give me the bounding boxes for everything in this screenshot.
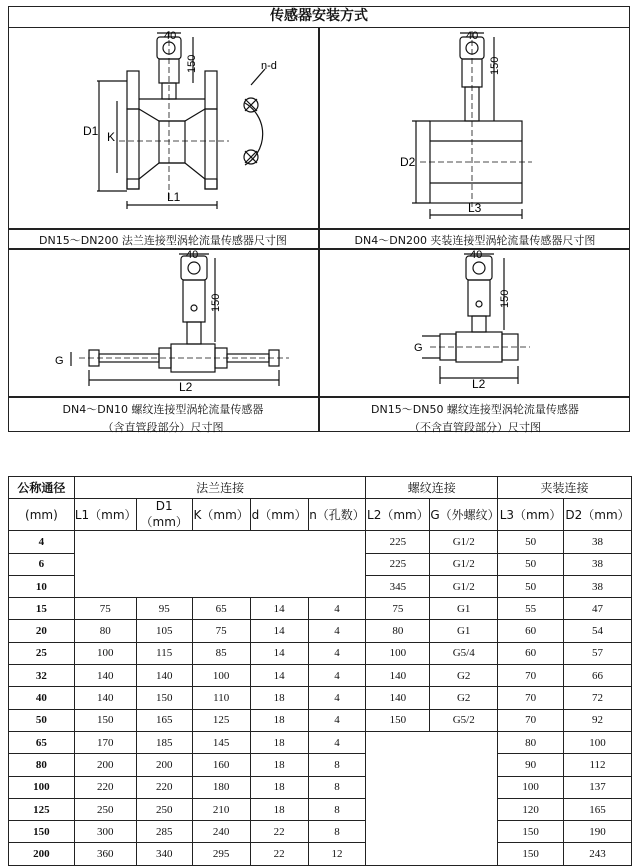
cell-dn: 10 bbox=[9, 575, 75, 597]
caption-thread-nopipe-1: DN15～DN50 螺纹连接型涡轮流量传感器 bbox=[371, 403, 579, 416]
cell-flange: 14 bbox=[250, 642, 308, 664]
cell-flange: 170 bbox=[74, 731, 136, 753]
cell-dn: 100 bbox=[9, 776, 75, 798]
caption-line-bottom bbox=[8, 396, 630, 398]
caption-thread-nopipe-2: （不含直管段部分）尺寸图 bbox=[409, 421, 541, 434]
cell-thread-G: G5/2 bbox=[430, 709, 498, 731]
cell-clamp-L3: 150 bbox=[498, 821, 564, 843]
table-row bbox=[9, 776, 632, 798]
cell-flange: 85 bbox=[192, 642, 250, 664]
cell-flange: 125 bbox=[192, 709, 250, 731]
cell-thread-G: G1 bbox=[430, 620, 498, 642]
cell-thread-G: G1/2 bbox=[430, 575, 498, 597]
dim-150-clamp: 150 bbox=[489, 56, 501, 75]
dim-40-thread2: 40 bbox=[470, 250, 483, 261]
cell-flange: 14 bbox=[250, 620, 308, 642]
dim-40-thread: 40 bbox=[186, 250, 199, 261]
dim-K: K bbox=[107, 130, 116, 144]
cell-clamp-L3: 55 bbox=[498, 598, 564, 620]
cell-clamp-D2: 38 bbox=[564, 553, 632, 575]
cell-thread-L2: 345 bbox=[366, 575, 430, 597]
cell-flange: 75 bbox=[74, 598, 136, 620]
cell-thread-L2: 100 bbox=[366, 642, 430, 664]
table-row bbox=[9, 731, 632, 753]
cell-flange: 80 bbox=[74, 620, 136, 642]
cell-flange: 18 bbox=[250, 709, 308, 731]
cell-clamp-D2: 137 bbox=[564, 776, 632, 798]
cell-dn: 150 bbox=[9, 821, 75, 843]
table-row bbox=[9, 598, 632, 620]
cell-thread-L2: 225 bbox=[366, 553, 430, 575]
cell-clamp-D2: 38 bbox=[564, 531, 632, 553]
cell-clamp-L3: 50 bbox=[498, 575, 564, 597]
cell-flange: 115 bbox=[136, 642, 192, 664]
cell-clamp-D2: 112 bbox=[564, 754, 632, 776]
caption-clamp: DN4～DN200 夹装连接型涡轮流量传感器尺寸图 bbox=[354, 234, 596, 247]
cell-clamp-L3: 80 bbox=[498, 731, 564, 753]
cell-flange: 22 bbox=[250, 821, 308, 843]
cell-dn: 80 bbox=[9, 754, 75, 776]
col-n: n（孔数） bbox=[308, 499, 366, 531]
cell-dn: 65 bbox=[9, 731, 75, 753]
cell-flange: 4 bbox=[308, 687, 366, 709]
clamp-sensor-drawing bbox=[320, 29, 628, 227]
cell-thread-G: G5/4 bbox=[430, 642, 498, 664]
cell-flange: 200 bbox=[136, 754, 192, 776]
caption-flange: DN15～DN200 法兰连接型涡轮流量传感器尺寸图 bbox=[39, 234, 287, 247]
header-clamp: 夹装连接 bbox=[498, 477, 632, 499]
cell-flange: 95 bbox=[136, 598, 192, 620]
cell-clamp-D2: 100 bbox=[564, 731, 632, 753]
cell-flange: 295 bbox=[192, 843, 250, 865]
cell-dn: 15 bbox=[9, 598, 75, 620]
cell-dn: 125 bbox=[9, 798, 75, 820]
cell-flange: 220 bbox=[74, 776, 136, 798]
table-row bbox=[9, 687, 632, 709]
cell-flange: 300 bbox=[74, 821, 136, 843]
cell-flange: 8 bbox=[308, 798, 366, 820]
cell-clamp-L3: 70 bbox=[498, 687, 564, 709]
cell-dn: 25 bbox=[9, 642, 75, 664]
cell-flange: 14 bbox=[250, 598, 308, 620]
cell-thread-G: G1/2 bbox=[430, 531, 498, 553]
cell-flange: 140 bbox=[74, 687, 136, 709]
table-row bbox=[9, 798, 632, 820]
header-thread: 螺纹连接 bbox=[366, 477, 498, 499]
cell-dn: 32 bbox=[9, 665, 75, 687]
dim-L2-2: L2 bbox=[472, 377, 486, 391]
cell-dn: 6 bbox=[9, 553, 75, 575]
col-K: K（mm） bbox=[192, 499, 250, 531]
cell-clamp-L3: 70 bbox=[498, 665, 564, 687]
dim-150-thread: 150 bbox=[210, 293, 222, 312]
thread-no-pipe-drawing bbox=[320, 250, 628, 395]
cell-clamp-D2: 38 bbox=[564, 575, 632, 597]
dim-40: 40 bbox=[164, 30, 177, 42]
cell-clamp-D2: 92 bbox=[564, 709, 632, 731]
dim-L2: L2 bbox=[179, 380, 193, 394]
cell-clamp-D2: 243 bbox=[564, 843, 632, 865]
table-row bbox=[9, 642, 632, 664]
cell-flange: 250 bbox=[74, 798, 136, 820]
table-row bbox=[9, 709, 632, 731]
thread-with-pipe-drawing bbox=[9, 250, 317, 395]
cell-dn: 20 bbox=[9, 620, 75, 642]
cell-clamp-L3: 150 bbox=[498, 843, 564, 865]
cell-flange: 145 bbox=[192, 731, 250, 753]
cell-flange: 4 bbox=[308, 731, 366, 753]
cell-clamp-L3: 90 bbox=[498, 754, 564, 776]
cell-flange: 140 bbox=[136, 665, 192, 687]
col-D1: D1（mm） bbox=[136, 499, 192, 531]
header-nominal-unit: (mm) bbox=[9, 499, 75, 531]
table-row bbox=[9, 665, 632, 687]
cell-flange: 360 bbox=[74, 843, 136, 865]
dim-D2: D2 bbox=[400, 155, 416, 169]
cell-flange: 160 bbox=[192, 754, 250, 776]
dim-D1: D1 bbox=[83, 124, 99, 138]
cell-flange: 14 bbox=[250, 665, 308, 687]
cell-flange: 340 bbox=[136, 843, 192, 865]
col-D2: D2（mm） bbox=[564, 499, 632, 531]
dim-nd: n-d bbox=[261, 60, 277, 72]
section-title: 传感器安装方式 bbox=[8, 6, 630, 28]
cell-flange: 240 bbox=[192, 821, 250, 843]
cell-clamp-L3: 100 bbox=[498, 776, 564, 798]
cell-thread-G: G1 bbox=[430, 598, 498, 620]
table-row bbox=[9, 620, 632, 642]
cell-thread-L2: 150 bbox=[366, 709, 430, 731]
cell-flange: 140 bbox=[74, 665, 136, 687]
cell-flange: 4 bbox=[308, 665, 366, 687]
col-L2: L2（mm） bbox=[366, 499, 430, 531]
cell-flange: 8 bbox=[308, 821, 366, 843]
cell-thread-G: G2 bbox=[430, 687, 498, 709]
cell-dn: 200 bbox=[9, 843, 75, 865]
cell-flange: 150 bbox=[74, 709, 136, 731]
cell-flange: 100 bbox=[74, 642, 136, 664]
dim-150: 150 bbox=[186, 54, 198, 73]
header-nominal: 公称通径 bbox=[9, 477, 75, 499]
cell-clamp-L3: 70 bbox=[498, 709, 564, 731]
cell-flange: 4 bbox=[308, 709, 366, 731]
cell-flange: 75 bbox=[192, 620, 250, 642]
col-G: G（外螺纹） bbox=[430, 499, 498, 531]
cell-thread-L2: 225 bbox=[366, 531, 430, 553]
cell-flange: 4 bbox=[308, 598, 366, 620]
col-L3: L3（mm） bbox=[498, 499, 564, 531]
cell-flange: 150 bbox=[136, 687, 192, 709]
cell-flange: 18 bbox=[250, 731, 308, 753]
cell-flange: 100 bbox=[192, 665, 250, 687]
cell-flange: 220 bbox=[136, 776, 192, 798]
cell-dn: 4 bbox=[9, 531, 75, 553]
cell-dn: 40 bbox=[9, 687, 75, 709]
cell-flange: 65 bbox=[192, 598, 250, 620]
cell-clamp-L3: 60 bbox=[498, 620, 564, 642]
cell-flange: 8 bbox=[308, 754, 366, 776]
cell-flange: 8 bbox=[308, 776, 366, 798]
cell-flange: 185 bbox=[136, 731, 192, 753]
dim-150-thread2: 150 bbox=[499, 289, 511, 308]
cell-flange: 165 bbox=[136, 709, 192, 731]
cell-clamp-D2: 72 bbox=[564, 687, 632, 709]
cell-thread-L2: 140 bbox=[366, 665, 430, 687]
cell-flange: 250 bbox=[136, 798, 192, 820]
cell-flange: 12 bbox=[308, 843, 366, 865]
cell-thread-G: G1/2 bbox=[430, 553, 498, 575]
cell-flange: 180 bbox=[192, 776, 250, 798]
cell-thread-L2: 75 bbox=[366, 598, 430, 620]
flange-sensor-drawing bbox=[9, 29, 317, 227]
table-row bbox=[9, 843, 632, 865]
dim-L1: L1 bbox=[167, 190, 181, 204]
cell-flange: 285 bbox=[136, 821, 192, 843]
cell-clamp-D2: 47 bbox=[564, 598, 632, 620]
cell-clamp-D2: 54 bbox=[564, 620, 632, 642]
spec-table bbox=[8, 476, 632, 866]
cell-flange-empty bbox=[74, 531, 366, 598]
cell-flange: 4 bbox=[308, 642, 366, 664]
cell-flange: 18 bbox=[250, 798, 308, 820]
cell-flange: 22 bbox=[250, 843, 308, 865]
dim-L3: L3 bbox=[468, 201, 482, 215]
dim-G-2: G bbox=[414, 342, 423, 354]
cell-flange: 110 bbox=[192, 687, 250, 709]
caption-line-top bbox=[8, 228, 630, 230]
cell-flange: 200 bbox=[74, 754, 136, 776]
cell-thread-L2: 80 bbox=[366, 620, 430, 642]
dim-G: G bbox=[55, 355, 64, 367]
cell-thread-empty bbox=[366, 731, 498, 865]
cell-clamp-L3: 50 bbox=[498, 553, 564, 575]
cell-clamp-D2: 57 bbox=[564, 642, 632, 664]
cell-clamp-L3: 50 bbox=[498, 531, 564, 553]
cell-flange: 18 bbox=[250, 776, 308, 798]
cell-thread-L2: 140 bbox=[366, 687, 430, 709]
table-row bbox=[9, 821, 632, 843]
cell-flange: 210 bbox=[192, 798, 250, 820]
caption-thread-pipe-1: DN4～DN10 螺纹连接型涡轮流量传感器 bbox=[62, 403, 264, 416]
header-flange: 法兰连接 bbox=[74, 477, 366, 499]
cell-dn: 50 bbox=[9, 709, 75, 731]
cell-flange: 4 bbox=[308, 620, 366, 642]
dim-40-clamp: 40 bbox=[466, 30, 479, 42]
cell-thread-G: G2 bbox=[430, 665, 498, 687]
caption-thread-pipe-2: （含直管段部分）尺寸图 bbox=[102, 421, 224, 434]
table-row bbox=[9, 754, 632, 776]
cell-flange: 18 bbox=[250, 754, 308, 776]
cell-flange: 105 bbox=[136, 620, 192, 642]
col-d: d（mm） bbox=[250, 499, 308, 531]
cell-flange: 18 bbox=[250, 687, 308, 709]
table-row bbox=[9, 531, 632, 553]
cell-clamp-L3: 120 bbox=[498, 798, 564, 820]
cell-clamp-D2: 165 bbox=[564, 798, 632, 820]
col-L1: L1（mm） bbox=[74, 499, 136, 531]
cell-clamp-L3: 60 bbox=[498, 642, 564, 664]
cell-clamp-D2: 66 bbox=[564, 665, 632, 687]
cell-clamp-D2: 190 bbox=[564, 821, 632, 843]
